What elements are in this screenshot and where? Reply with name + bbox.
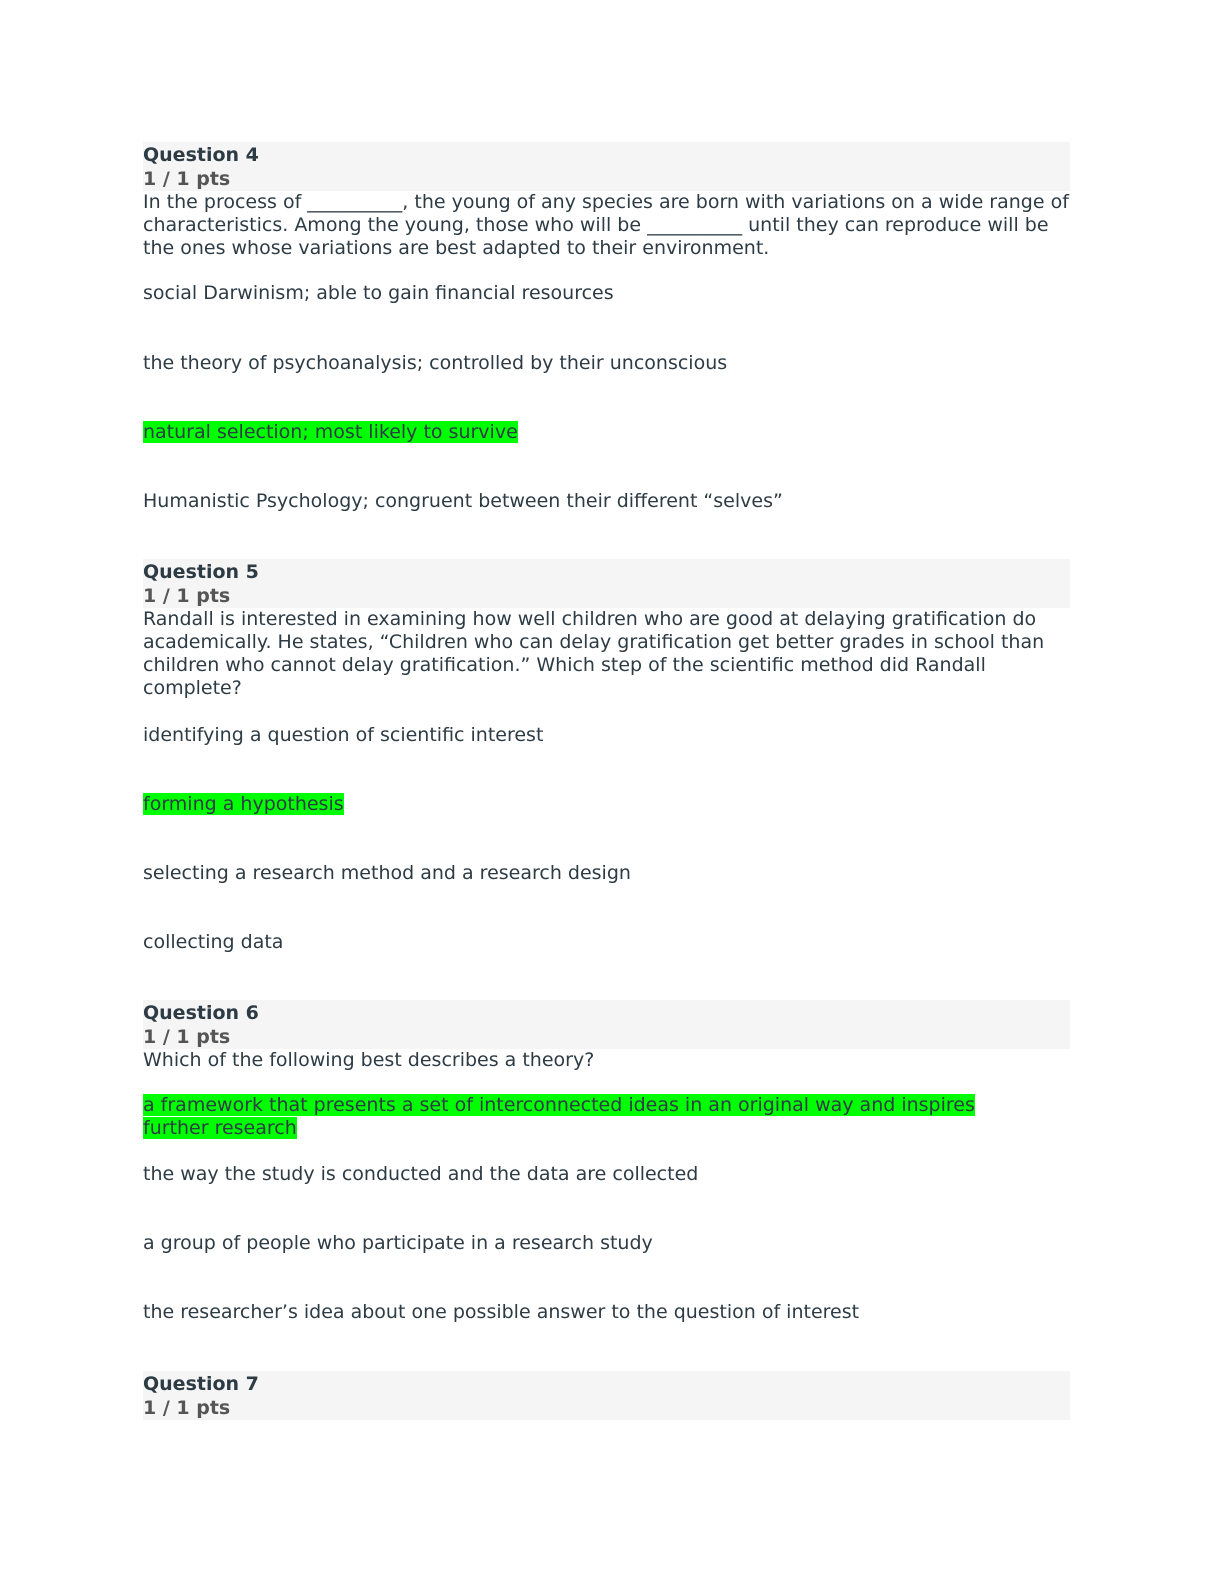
answer-option-correct[interactable] — [143, 421, 1070, 444]
answer-text: a group of people who participate in a research study — [143, 1232, 653, 1254]
question-5 — [143, 559, 1070, 953]
answer-option[interactable] — [143, 352, 1070, 375]
question-4 — [143, 142, 1070, 512]
answer-option[interactable] — [143, 862, 1070, 885]
question-header — [143, 142, 1070, 191]
question-6 — [143, 1000, 1070, 1323]
answer-text: collecting data — [143, 931, 284, 953]
answer-option[interactable] — [143, 931, 1070, 954]
answer-text: forming a hypothesis — [143, 793, 344, 815]
answer-text: identifying a question of scientific interest — [143, 724, 544, 746]
question-title: Question 4 — [143, 144, 259, 166]
answer-option[interactable] — [143, 724, 1070, 747]
answer-text: Humanistic Psychology; congruent between their different “selves” — [143, 490, 783, 512]
answer-option[interactable] — [143, 1232, 1070, 1255]
question-header — [143, 1000, 1070, 1049]
answer-option[interactable] — [143, 1163, 1070, 1186]
answer-option[interactable] — [143, 490, 1070, 513]
question-header — [143, 1371, 1070, 1420]
answer-option-correct[interactable] — [143, 793, 1070, 816]
question-text: Which of the following best describes a theory? — [143, 1049, 595, 1071]
answer-text: social Darwinism; able to gain financial resources — [143, 282, 614, 304]
question-points: 1 / 1 pts — [143, 1397, 231, 1419]
question-title: Question 6 — [143, 1002, 259, 1024]
answer-text: the theory of psychoanalysis; controlled by their unconscious — [143, 352, 728, 374]
answer-option-correct[interactable] — [143, 1094, 1023, 1140]
answer-text: selecting a research method and a research design — [143, 862, 631, 884]
answer-option[interactable] — [143, 282, 1070, 305]
question-points: 1 / 1 pts — [143, 1026, 231, 1048]
answer-text: the researcher’s idea about one possible answer to the question of interest — [143, 1301, 860, 1323]
question-points: 1 / 1 pts — [143, 585, 231, 607]
question-7 — [143, 1371, 1070, 1420]
question-header — [143, 559, 1070, 608]
question-text: Randall is interested in examining how well children who are good at delaying gratification do academically. He states, “Children who can delay gratification get better grades in school than children who cannot delay gratification.” Which step of the scientific method did Randall complete? — [143, 608, 1045, 699]
answer-text: the way the study is conducted and the data are collected — [143, 1163, 699, 1185]
answer-option[interactable] — [143, 1301, 1070, 1324]
question-points: 1 / 1 pts — [143, 168, 231, 190]
question-title: Question 7 — [143, 1373, 259, 1395]
answer-text: a framework that presents a set of interconnected ideas in an original way and inspires further research — [143, 1094, 975, 1139]
question-title: Question 5 — [143, 561, 259, 583]
question-text: In the process of __________, the young of any species are born with variations on a wide range of characteristics. Among the young, those who will be __________ until they can reproduce will be the ones whose variations are best adapted to their environment. — [143, 191, 1069, 259]
answer-text: natural selection; most likely to survive — [143, 421, 518, 443]
